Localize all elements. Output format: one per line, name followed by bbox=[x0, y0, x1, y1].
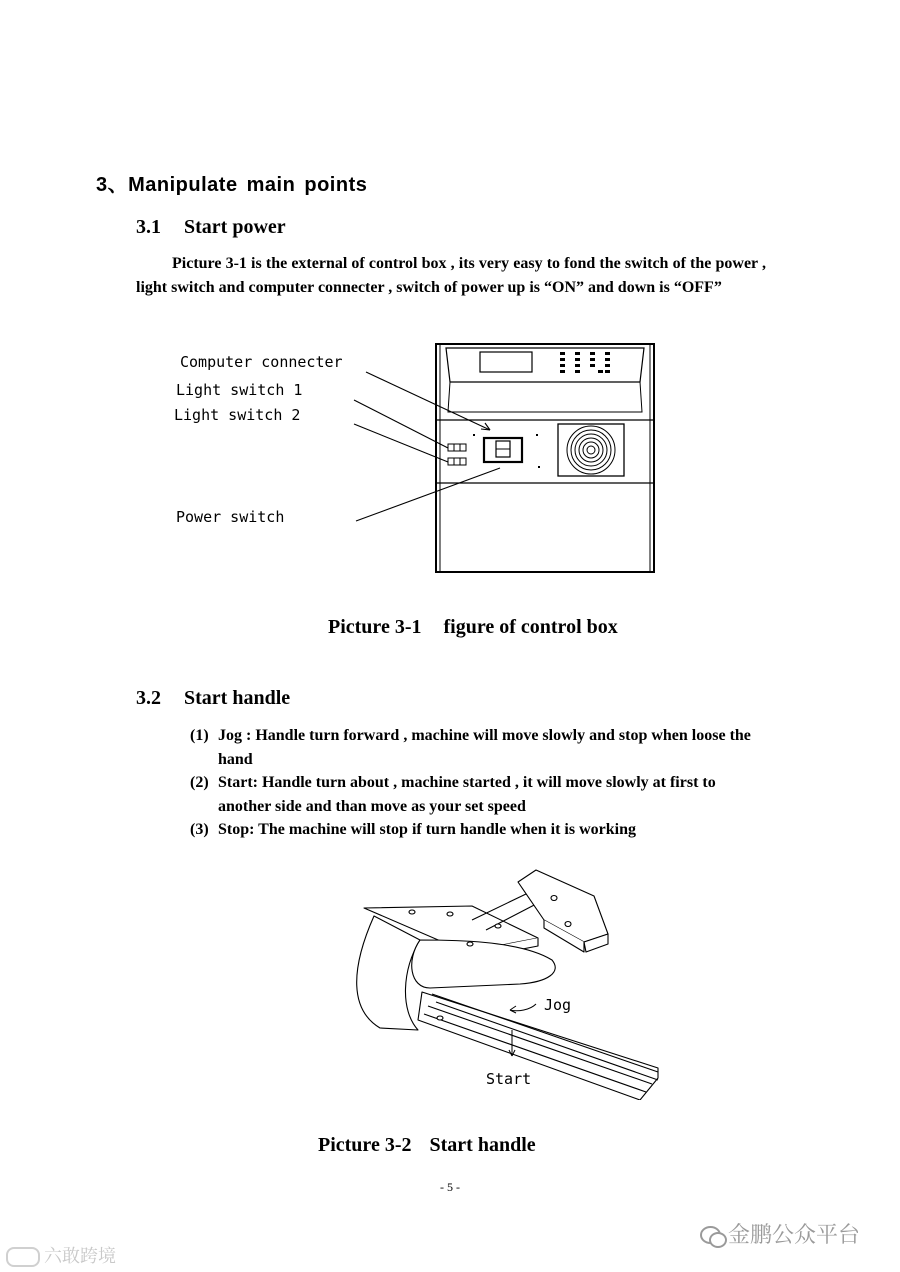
list-item-text: Jog : Handle turn forward , machine will move slowly and stop when loose the hand bbox=[218, 727, 751, 768]
caption-text: Start handle bbox=[429, 1134, 536, 1156]
label-jog: Jog bbox=[544, 996, 572, 1014]
brand-logo-icon bbox=[6, 1247, 40, 1267]
power-switch bbox=[484, 438, 522, 462]
list-item bbox=[190, 818, 770, 842]
subsection-title: Start handle bbox=[184, 687, 291, 709]
paragraph-text: Picture 3-1 is the external of control box , its very easy to fond the switch of the power , light switch and computer connecter , switch of power up is “ON” and down is “OFF” bbox=[136, 255, 766, 296]
handle-instructions-list bbox=[190, 724, 770, 842]
leader-lines bbox=[354, 372, 500, 521]
fan-grille bbox=[558, 424, 624, 476]
watermark-left bbox=[6, 1242, 116, 1268]
list-marker: (2) bbox=[190, 774, 209, 791]
figure-caption-3-2 bbox=[318, 1134, 536, 1157]
list-marker: (3) bbox=[190, 821, 209, 838]
subsection-title: Start power bbox=[184, 216, 286, 238]
keypad-buttons bbox=[560, 352, 610, 373]
list-item bbox=[190, 724, 770, 771]
wechat-icon bbox=[700, 1225, 728, 1247]
label-computer-connecter: Computer connecter bbox=[180, 353, 343, 371]
list-item-text: Stop: The machine will stop if turn handle when it is working bbox=[218, 821, 636, 838]
caption-text: figure of control box bbox=[443, 616, 618, 638]
list-item bbox=[190, 771, 770, 818]
subsection-number: 3.2 bbox=[136, 687, 161, 709]
page-number: - 5 - bbox=[440, 1180, 460, 1194]
caption-number: Picture 3-1 bbox=[328, 616, 422, 638]
start-handle-figure bbox=[340, 860, 670, 1100]
watermark-right bbox=[700, 1218, 860, 1249]
label-start: Start bbox=[486, 1070, 532, 1088]
watermark-left-text: 六敢跨境 bbox=[44, 1246, 116, 1267]
figure-caption-3-1 bbox=[328, 616, 618, 639]
control-box-cabinet bbox=[436, 344, 654, 572]
start-power-paragraph bbox=[136, 252, 766, 299]
watermark-right-text: 金鹏公众平台 bbox=[728, 1223, 861, 1248]
control-box-figure bbox=[160, 340, 680, 580]
label-light-switch-2: Light switch 2 bbox=[174, 406, 301, 424]
subsection-heading-start-power bbox=[136, 216, 286, 239]
caption-number: Picture 3-2 bbox=[318, 1134, 412, 1156]
subsection-heading-start-handle bbox=[136, 687, 290, 710]
subsection-number: 3.1 bbox=[136, 216, 161, 238]
label-power-switch: Power switch bbox=[176, 508, 285, 526]
list-marker: (1) bbox=[190, 727, 209, 744]
label-light-switch-1: Light switch 1 bbox=[176, 381, 303, 399]
list-item-text: Start: Handle turn about , machine started , it will move slowly at first to another side and than move as your set speed bbox=[218, 774, 716, 815]
section-heading: 3、Manipulate main points bbox=[96, 174, 368, 196]
handle-drawing bbox=[357, 870, 658, 1100]
light-switches bbox=[448, 444, 466, 465]
